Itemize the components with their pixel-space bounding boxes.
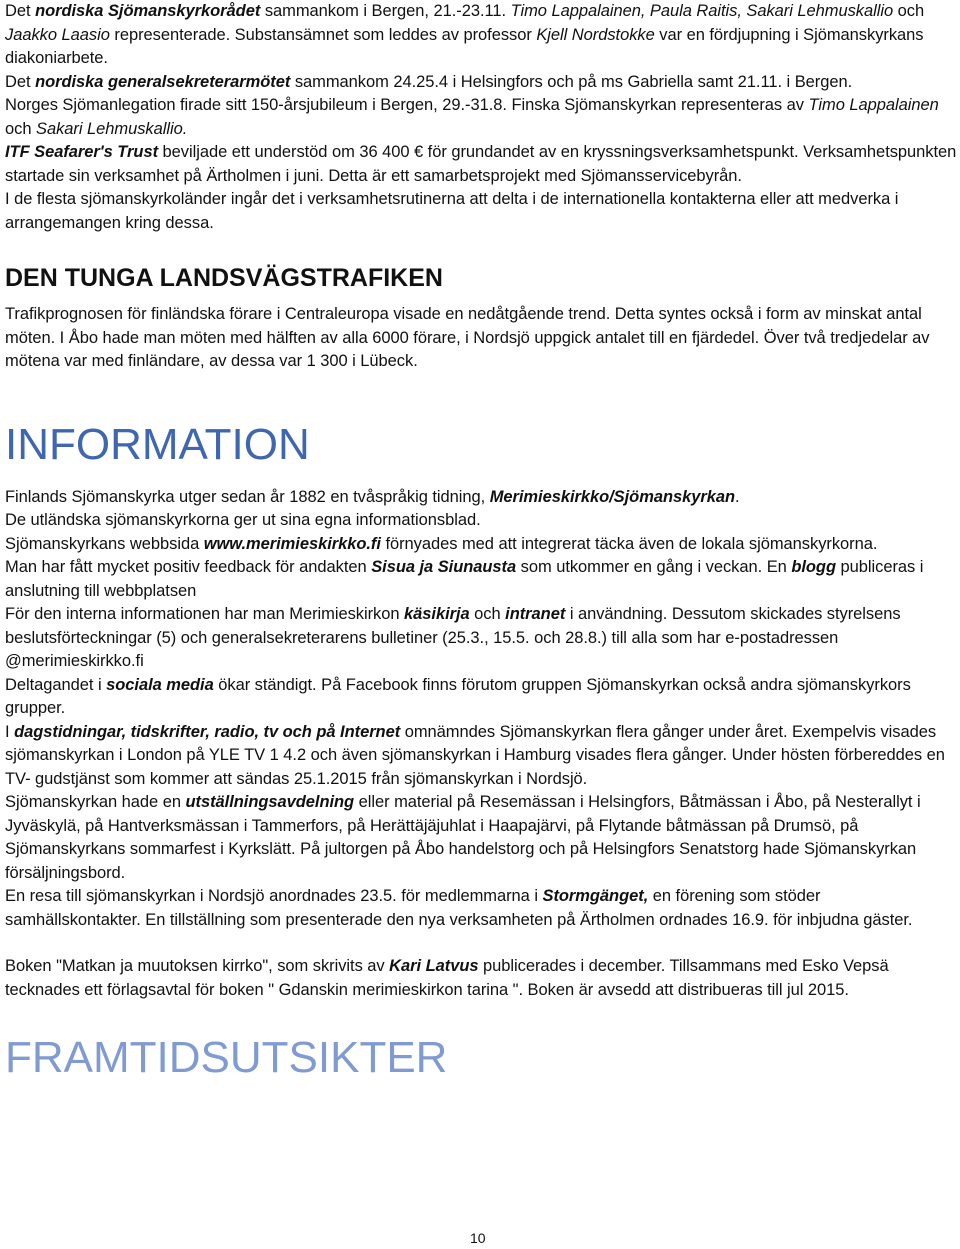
text: Det [5,72,36,91]
emphasis-text: Sisua ja Siunausta [371,558,517,576]
text: en förening som stöder samhällskontakter. En tillställning som presenterade den nya verksamheten på Ärtholmen ordnades 16.9. för inbjudna gäster. [5,887,913,929]
text: var en fördjupning i Sjömanskyrkans diakoniarbete. [5,25,924,67]
text: Sjömanskyrkan hade en [5,793,186,811]
paragraph-nordiska-radet [5,0,957,71]
emphasis-text: dagstidningar, tidskrifter, radio, tv och på Internet [14,722,401,741]
text: representerade. Substansämnet som leddes av professor [109,25,537,44]
person-name: Jaakko Laasio [5,25,110,44]
text: I [5,722,15,741]
info-sentence [5,885,957,932]
text: sammankom 24.25.4 i Helsingfors och på ms Gabriella samt 21.11. i Bergen. [290,72,853,91]
text: En resa till sjömanskyrkan i Nordsjö anordnades 23.5. för medlemmarna i [5,887,543,905]
information-body [5,486,957,1003]
emphasis-text: nordiska generalsekreterarmötet [35,72,291,91]
emphasis-text: utställningsavdelning [185,793,355,811]
emphasis-text: intranet [505,605,566,623]
text: . [735,487,740,506]
text: ökar ständigt. På Facebook finns förutom gruppen Sjömanskyrkan också andra sjömanskyrkors grupper. [5,675,911,717]
person-name: Sakari Lehmuskallio. [36,119,188,138]
text: i användning. Dessutom skickades styrelsens beslutsförteckningar (5) och generalsekreterarens bulletiner (25.3., 15.5. och 28.8.) till alla som har e-postadressen @merimieskirkko.fi [5,605,901,670]
text: förnyades med att integrerat täcka även de lokala sjömanskyrkorna. [380,534,878,553]
section-heading-information: INFORMATION [5,419,310,469]
text: beviljade ett understöd om 36 400 € för grundandet av en kryssningsverksamhetspunkt. Verksamhetspunkten startade sin verksamhet på Ärtholmen i juni. Detta är ett samarbetsprojekt med Sjömansservicebyrån. [5,143,957,185]
text: Man har fått mycket positiv feedback för andakten [5,558,372,576]
paragraph-sjomanlegation [5,94,957,141]
text: och [893,2,925,20]
person-name: Kjell Nordstokke [536,25,655,44]
text: Deltagandet i [5,675,107,694]
text: Sjömanskyrkans webbsida [5,534,204,553]
info-sentence [5,791,957,885]
info-sentence: De utländska sjömanskyrkorna ger ut sina egna informationsblad. [5,511,481,529]
emphasis-text: ITF Seafarer's Trust [5,143,159,161]
section-heading-landsvag: DEN TUNGA LANDSVÄGSTRAFIKEN [5,264,443,292]
newspaper-title: Merimieskirkko/Sjömanskyrkan [489,487,736,506]
paragraph-landsvag: Trafikprognosen för finländska förare i Centraleuropa visade en nedåtgående trend. Detta syntes också i form av minskat antal möten. I Åbo hade man möten med hälften av alla 6000 förare, i Nordsjö uppgick antalet till en fjärdedel. Över två tredjedelar av mötena var med finländare, av dessa var 1 300 i Lübeck. [5,305,930,370]
text: publicerades i december. Tillsammans med Esko Vepsä tecknades ett förlagsavtal för boken " Gdanskin merimieskirkon tarina ". Boken är avsedd att distribueras till jul 2015. [5,957,889,999]
emphasis-text: blogg [791,558,836,576]
emphasis-text: käsikirja [404,605,470,623]
info-sentence [5,674,957,721]
website-url: www.merimieskirkko.fi [203,534,381,553]
person-name: Timo Lappalainen [808,96,939,114]
info-sentence [5,955,957,1002]
intro-section [5,0,957,235]
text: För den interna informationen har man Merimieskirkon [5,605,405,623]
paragraph-internationella: I de flesta sjömanskyrkoländer ingår det i verksamhetsrutinerna att delta i de internationella kontakterna eller att medverka i arrangemangen kring dessa. [5,190,899,232]
text: och [469,605,506,623]
document-page [5,0,957,1084]
page-number: 10 [470,1230,486,1246]
text: publiceras i anslutning till webbplatsen [5,558,924,600]
info-sentence [5,533,957,557]
paragraph-generalsekreterarmotet [5,71,957,95]
text: omnämndes Sjömanskyrkan flera gånger under året. Exempelvis visades sjömanskyrkan i London på YLE TV 1 4.2 och även sjömanskyrkan i Hamburg visades flera gånger. Under hösten förbereddes en TV- gudstjänst som kommer att sändas 25.1.2015 från sjömanskyrkan i Nordsjö. [5,722,945,788]
info-sentence [5,486,957,510]
text: och [5,119,36,138]
section-heading-framtid: FRAMTIDSUTSIKTER [5,1033,448,1082]
emphasis-text: nordiska Sjömanskyrkorådet [35,2,261,20]
text: eller material på Resemässan i Helsingfors, Båtmässan i Åbo, på Nesterallyt i Jyväskylä, på Hantverksmässan i Tammerfors, på Herättäjäjuhlat i Haapajärvi, på Flytande båtmässan på Drumsö, på Sjömanskyrkans sommarfest i Kyrkslätt. På jultorgen på Åbo handelstorg och på Helsingfors Senatstorg hade Sjömanskyrkan försäljningsbord. [5,793,921,882]
emphasis-text: Stormgänget, [542,887,649,905]
person-names: Timo Lappalainen, Paula Raitis, Sakari Lehmuskallio [510,2,894,20]
text: Boken "Matkan ja muutoksen kirrko", som skrivits av [5,957,390,975]
text: sammankom i Bergen, 21.-23.11. [260,2,511,20]
info-sentence [5,556,957,603]
info-sentence [5,603,957,674]
text: Det [5,2,36,20]
text: Finlands Sjömanskyrka utger sedan år 1882 en tvåspråkig tidning, [5,487,490,506]
text: som utkommer en gång i veckan. En [516,558,792,576]
paragraph-itf [5,141,957,188]
person-name: Kari Latvus [389,957,479,975]
text: Norges Sjömanlegation firade sitt 150-årsjubileum i Bergen, 29.-31.8. Finska Sjömanskyrkan representeras av [5,96,809,114]
emphasis-text: sociala media [106,675,214,694]
info-sentence [5,721,957,792]
